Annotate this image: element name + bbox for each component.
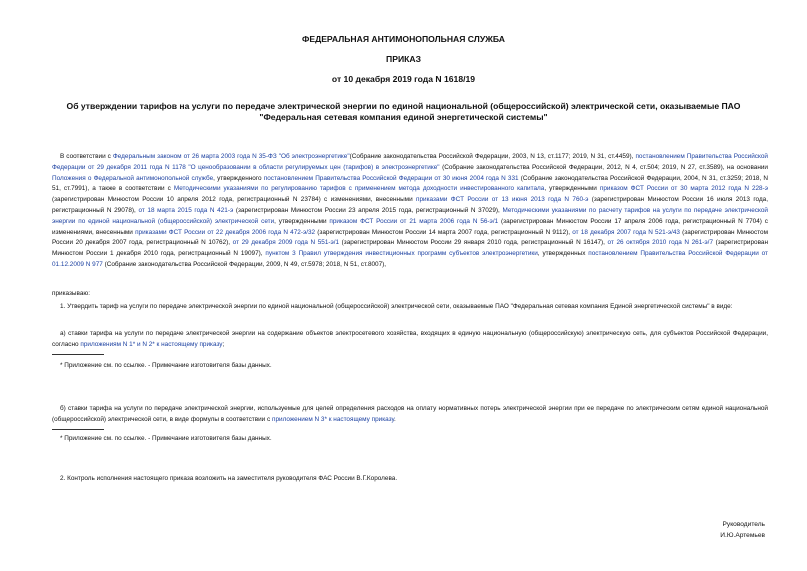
preamble-text: (зарегистрирован Минюстом России 17 апреля 2006 года, регистрационный N 7704) с изменениями, внесенными (52, 217, 768, 236)
footnote-divider (52, 354, 104, 355)
preamble-text: (зарегистрирован Минюстом России 16 июля 2013 года, регистрационный N 29078), (52, 196, 768, 214)
preamble-paragraph (52, 152, 768, 271)
preamble-text: , утвержденного (213, 174, 264, 182)
link-government-decree-331[interactable]: постановлением Правительства Российской Федерации от 30 июня 2004 года N 331 (263, 174, 519, 182)
title-line-1: Об утверждении тарифов на услуги по передаче электрической энергии по единой национальной (общероссийской) электрической сети, оказываемые ПАО (66, 101, 741, 111)
preamble-text: (зарегистрирован Минюстом России 1 декабря 2010 года, регистрационный N 19097), (52, 239, 768, 258)
item-1b-text: б) ставки тарифа на услуги по передаче электрической энергии, используемые для целей определения расходов на оплату нормативных потерь электрической энергии при ее передаче по электрическим сетям единой национальной (общероссийской) электрической сети, в виде формулы в соответствии с (52, 405, 768, 423)
preamble-text: (зарегистрирован Минюстом России 29 января 2010 года, регистрационный N 16147), (339, 239, 608, 247)
link-fst-order-228e[interactable]: приказом ФСТ России от 30 марта 2012 года N 228-э (599, 185, 769, 193)
link-appendix-1-2[interactable]: приложениям N 1* и N 2* к настоящему приказу (80, 340, 223, 348)
preamble-text: (зарегистрирован Минюстом России 20 декабря 2007 года, регистрационный N 10762), (52, 228, 768, 247)
link-fst-order-421e[interactable]: от 18 марта 2015 года N 421-э (138, 206, 234, 214)
title-line-2: "Федеральная сетевая компания единой энергетической системы" (259, 112, 548, 122)
item-1a-end: ; (222, 340, 225, 348)
agency-name: ФЕДЕРАЛЬНАЯ АНТИМОНОПОЛЬНАЯ СЛУЖБА (302, 34, 505, 44)
link-government-decree-1178[interactable]: постановлением Правительства Российской Федерации от 29 декабря 2011 года N 1178 "О ценообразовании в области регулируемых цен (тарифов) в электроэнергетике" (52, 153, 768, 171)
link-fst-order-472e32[interactable]: приказами ФСТ России от 22 декабря 2006 года N 472-э/32 (135, 228, 316, 236)
preamble-text: (Собрание законодательства Российской Федерации, 2003, N 13, ст.1177; 2019, N 31, ст.4459), (349, 153, 636, 160)
link-fst-order-261e7[interactable]: от 26 октября 2010 года N 261-э/7 (607, 239, 714, 247)
orders-label: приказываю: (52, 290, 90, 297)
preamble-text: (Собрание законодательства Российской Федерации, 2012, N 4, ст.504; 2019, N 27, ст.3589), на основании (439, 163, 769, 171)
signature-block (720, 519, 765, 541)
signatory-name: И.Ю.Артемьев (720, 532, 765, 539)
link-fst-order-551e1[interactable]: от 29 декабря 2009 года N 551-э/1 (232, 239, 340, 247)
link-government-decree-977[interactable]: постановлением Правительства Российской Федерации от 01.12.2009 N 977 (52, 250, 768, 268)
preamble-text: , утвержденными (544, 185, 600, 193)
item-1a (52, 329, 768, 351)
preamble-text: (зарегистрирован Минюстом России 14 марта 2007 года, регистрационный N 9112), (315, 228, 573, 236)
preamble-text: (Собрание законодательства Российской Федерации, 2009, N 49, ст.5978; 2018, N 51, ст.8007), (102, 260, 387, 268)
item-2-text: 2. Контроль исполнения настоящего приказа возложить на заместителя руководителя ФАС России В.Г.Королева. (60, 475, 398, 482)
link-fst-order-56e1[interactable]: приказом ФСТ России от 21 марта 2006 года N 56-э/1 (329, 217, 499, 225)
document-date-number: от 10 декабря 2019 года N 1618/19 (331, 74, 476, 84)
link-investment-programs-rules[interactable]: пунктом 3 Правил утверждения инвестиционных программ субъектов электроэнергетики (265, 250, 538, 258)
link-methodical-guidelines-rab[interactable]: Методическими указаниями по регулированию тарифов с применением метода доходности инвестированного капитала (173, 185, 545, 193)
item-1 (52, 302, 768, 313)
link-fst-order-521e43[interactable]: от 18 декабря 2007 года N 521-э/43 (572, 228, 680, 236)
item-1b (52, 404, 768, 426)
preamble-text: , утвержденными (274, 217, 330, 225)
footnote-2: * Приложение см. по ссылке. - Примечание изготовителя базы данных. (60, 435, 272, 442)
preamble-text: (зарегистрирован Минюстом России 10 апреля 2012 года, регистрационный N 23784) с изменениями, внесенными (52, 196, 416, 204)
item-2 (52, 474, 768, 485)
preamble-text: (зарегистрирован Минюстом России 23 апреля 2015 года, регистрационный N 37029), (233, 206, 503, 214)
link-fas-regulation[interactable]: Положения о Федеральной антимонопольной службе (52, 174, 214, 182)
link-methodical-guidelines-tariffs[interactable]: Методическими указаниями по расчету тарифов на услуги по передаче электрической энергии по единой национальной (общероссийской) электрической сети (52, 206, 768, 225)
item-1b-end: . (394, 415, 396, 423)
preamble-text: В соответствии с (60, 153, 113, 160)
document-title (40, 101, 767, 123)
link-appendix-3[interactable]: приложением N 3* к настоящему приказу (272, 415, 395, 423)
link-federal-law-35fz[interactable]: Федеральным законом от 26 марта 2003 года N 35-ФЗ "Об электроэнергетике" (112, 153, 350, 160)
document-type: ПРИКАЗ (386, 54, 421, 64)
footnote-1: * Приложение см. по ссылке. - Примечание изготовителя базы данных. (60, 362, 272, 369)
link-fst-order-760e[interactable]: приказами ФСТ России от 13 июня 2013 года N 760-э (416, 196, 589, 204)
footnote-divider (52, 429, 104, 430)
preamble-text: , утвержденных (537, 250, 589, 258)
item-1a-text: а) ставки тарифа на услуги по передаче электрической энергии на содержание объектов электросетевого хозяйства, входящих в единую национальную (общероссийскую) электрическую сеть, для субъектов Российской Федерации, согласно (52, 330, 768, 348)
signatory-position: Руководитель (722, 521, 765, 528)
preamble-text: (Собрание законодательства Российской Федерации, 2004, N 31, ст.3259; 2018, N 51, ст.7991), а также в соответствии с (52, 174, 769, 193)
item-1-text: 1. Утвердить тариф на услуги по передаче электрической энергии по единой национальной (общероссийской) электрической сети, оказываемые ПАО "Федеральная сетевая компания Единой энергетической системы" в виде: (60, 303, 733, 310)
